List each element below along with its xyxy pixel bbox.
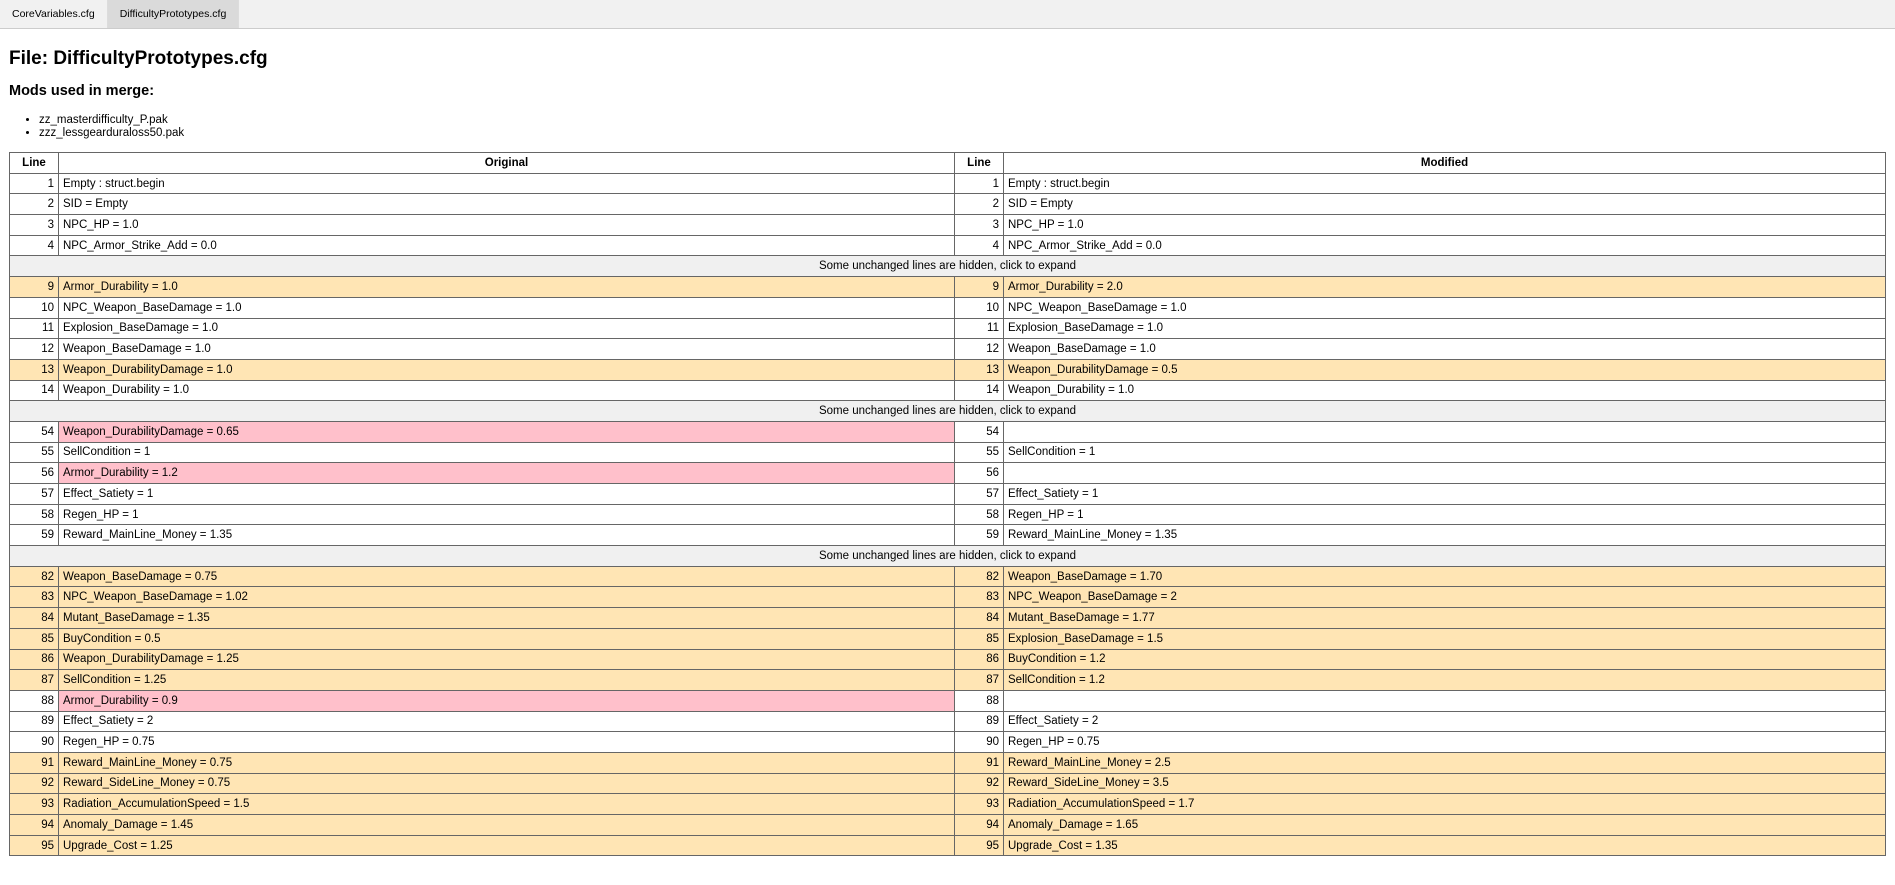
header-original: Original bbox=[59, 153, 955, 174]
original-line-number: 86 bbox=[10, 649, 59, 670]
original-code: SID = Empty bbox=[59, 194, 955, 215]
expand-hidden-lines[interactable]: Some unchanged lines are hidden, click to expand bbox=[10, 256, 1886, 277]
diff-body bbox=[10, 173, 1886, 856]
main-content bbox=[0, 48, 1895, 856]
diff-row bbox=[10, 318, 1886, 339]
diff-header-row bbox=[10, 153, 1886, 174]
modified-code: Regen_HP = 1 bbox=[1004, 504, 1886, 525]
original-code: Armor_Durability = 0.9 bbox=[59, 690, 955, 711]
diff-row bbox=[10, 566, 1886, 587]
modified-code: Anomaly_Damage = 1.65 bbox=[1004, 815, 1886, 836]
mods-list bbox=[9, 114, 1885, 140]
modified-code: BuyCondition = 1.2 bbox=[1004, 649, 1886, 670]
modified-code: SID = Empty bbox=[1004, 194, 1886, 215]
modified-line-number: 10 bbox=[955, 297, 1004, 318]
mods-heading: Mods used in merge: bbox=[9, 83, 155, 99]
modified-line-number: 82 bbox=[955, 566, 1004, 587]
original-line-number: 93 bbox=[10, 794, 59, 815]
original-line-number: 85 bbox=[10, 628, 59, 649]
original-code: Weapon_Durability = 1.0 bbox=[59, 380, 955, 401]
original-code: Reward_SideLine_Money = 0.75 bbox=[59, 773, 955, 794]
original-code: Armor_Durability = 1.0 bbox=[59, 277, 955, 298]
diff-row bbox=[10, 277, 1886, 298]
original-code: BuyCondition = 0.5 bbox=[59, 628, 955, 649]
modified-line-number: 59 bbox=[955, 525, 1004, 546]
modified-code: Weapon_Durability = 1.0 bbox=[1004, 380, 1886, 401]
page-title: File: DifficultyPrototypes.cfg bbox=[9, 48, 268, 69]
modified-code: Radiation_AccumulationSpeed = 1.7 bbox=[1004, 794, 1886, 815]
modified-line-number: 92 bbox=[955, 773, 1004, 794]
diff-row bbox=[10, 215, 1886, 236]
modified-line-number: 90 bbox=[955, 732, 1004, 753]
modified-line-number: 56 bbox=[955, 463, 1004, 484]
original-code: Effect_Satiety = 2 bbox=[59, 711, 955, 732]
original-line-number: 3 bbox=[10, 215, 59, 236]
original-code: Regen_HP = 1 bbox=[59, 504, 955, 525]
original-code: Reward_MainLine_Money = 0.75 bbox=[59, 752, 955, 773]
diff-table bbox=[9, 152, 1886, 856]
modified-line-number: 1 bbox=[955, 173, 1004, 194]
original-code: Upgrade_Cost = 1.25 bbox=[59, 835, 955, 856]
modified-line-number: 93 bbox=[955, 794, 1004, 815]
modified-code bbox=[1004, 463, 1886, 484]
modified-code: SellCondition = 1.2 bbox=[1004, 670, 1886, 691]
diff-row bbox=[10, 794, 1886, 815]
original-line-number: 88 bbox=[10, 690, 59, 711]
tab-difficultyprototypes[interactable]: DifficultyPrototypes.cfg bbox=[108, 0, 240, 28]
original-line-number: 11 bbox=[10, 318, 59, 339]
modified-code bbox=[1004, 421, 1886, 442]
modified-code: NPC_Armor_Strike_Add = 0.0 bbox=[1004, 235, 1886, 256]
original-line-number: 2 bbox=[10, 194, 59, 215]
diff-row bbox=[10, 442, 1886, 463]
modified-code: Regen_HP = 0.75 bbox=[1004, 732, 1886, 753]
expand-hidden-lines[interactable]: Some unchanged lines are hidden, click to expand bbox=[10, 401, 1886, 422]
diff-row bbox=[10, 649, 1886, 670]
original-code: NPC_Weapon_BaseDamage = 1.0 bbox=[59, 297, 955, 318]
modified-line-number: 13 bbox=[955, 359, 1004, 380]
modified-code: Effect_Satiety = 1 bbox=[1004, 484, 1886, 505]
diff-row bbox=[10, 194, 1886, 215]
diff-row bbox=[10, 463, 1886, 484]
diff-row bbox=[10, 773, 1886, 794]
hidden-lines-row[interactable] bbox=[10, 256, 1886, 277]
original-code: Explosion_BaseDamage = 1.0 bbox=[59, 318, 955, 339]
tab-corevariables[interactable]: CoreVariables.cfg bbox=[0, 0, 108, 28]
original-line-number: 13 bbox=[10, 359, 59, 380]
diff-row bbox=[10, 670, 1886, 691]
original-line-number: 57 bbox=[10, 484, 59, 505]
modified-line-number: 57 bbox=[955, 484, 1004, 505]
modified-line-number: 95 bbox=[955, 835, 1004, 856]
original-line-number: 95 bbox=[10, 835, 59, 856]
mod-item: • zz_masterdifficulty_P.pak bbox=[39, 114, 1885, 127]
original-code: Weapon_DurabilityDamage = 0.65 bbox=[59, 421, 955, 442]
modified-code: Explosion_BaseDamage = 1.0 bbox=[1004, 318, 1886, 339]
modified-line-number: 2 bbox=[955, 194, 1004, 215]
modified-code: Upgrade_Cost = 1.35 bbox=[1004, 835, 1886, 856]
original-code: Anomaly_Damage = 1.45 bbox=[59, 815, 955, 836]
original-line-number: 9 bbox=[10, 277, 59, 298]
original-line-number: 94 bbox=[10, 815, 59, 836]
original-line-number: 91 bbox=[10, 752, 59, 773]
diff-row bbox=[10, 297, 1886, 318]
modified-line-number: 4 bbox=[955, 235, 1004, 256]
original-code: NPC_Weapon_BaseDamage = 1.02 bbox=[59, 587, 955, 608]
diff-row bbox=[10, 711, 1886, 732]
diff-row bbox=[10, 173, 1886, 194]
original-line-number: 84 bbox=[10, 608, 59, 629]
mod-item: • zzz_lessgearduraloss50.pak bbox=[39, 127, 1885, 140]
original-code: Weapon_BaseDamage = 1.0 bbox=[59, 339, 955, 360]
original-line-number: 82 bbox=[10, 566, 59, 587]
diff-row bbox=[10, 504, 1886, 525]
original-code: Armor_Durability = 1.2 bbox=[59, 463, 955, 484]
diff-row bbox=[10, 628, 1886, 649]
original-line-number: 92 bbox=[10, 773, 59, 794]
original-line-number: 87 bbox=[10, 670, 59, 691]
original-code: Effect_Satiety = 1 bbox=[59, 484, 955, 505]
header-modified: Modified bbox=[1004, 153, 1886, 174]
original-line-number: 12 bbox=[10, 339, 59, 360]
diff-row bbox=[10, 752, 1886, 773]
hidden-lines-row[interactable] bbox=[10, 546, 1886, 567]
modified-line-number: 58 bbox=[955, 504, 1004, 525]
original-code: NPC_Armor_Strike_Add = 0.0 bbox=[59, 235, 955, 256]
original-line-number: 4 bbox=[10, 235, 59, 256]
modified-line-number: 87 bbox=[955, 670, 1004, 691]
original-code: Radiation_AccumulationSpeed = 1.5 bbox=[59, 794, 955, 815]
modified-line-number: 14 bbox=[955, 380, 1004, 401]
original-code: SellCondition = 1.25 bbox=[59, 670, 955, 691]
modified-code: Reward_SideLine_Money = 3.5 bbox=[1004, 773, 1886, 794]
diff-row bbox=[10, 339, 1886, 360]
modified-line-number: 54 bbox=[955, 421, 1004, 442]
diff-row bbox=[10, 815, 1886, 836]
modified-code: Effect_Satiety = 2 bbox=[1004, 711, 1886, 732]
modified-code: Empty : struct.begin bbox=[1004, 173, 1886, 194]
diff-row bbox=[10, 421, 1886, 442]
original-line-number: 54 bbox=[10, 421, 59, 442]
modified-line-number: 94 bbox=[955, 815, 1004, 836]
modified-code: Weapon_DurabilityDamage = 0.5 bbox=[1004, 359, 1886, 380]
original-line-number: 90 bbox=[10, 732, 59, 753]
original-line-number: 56 bbox=[10, 463, 59, 484]
original-code: Regen_HP = 0.75 bbox=[59, 732, 955, 753]
modified-line-number: 12 bbox=[955, 339, 1004, 360]
original-line-number: 10 bbox=[10, 297, 59, 318]
diff-row bbox=[10, 690, 1886, 711]
modified-code: Armor_Durability = 2.0 bbox=[1004, 277, 1886, 298]
modified-line-number: 83 bbox=[955, 587, 1004, 608]
original-code: Weapon_BaseDamage = 0.75 bbox=[59, 566, 955, 587]
original-line-number: 1 bbox=[10, 173, 59, 194]
diff-row bbox=[10, 484, 1886, 505]
diff-row bbox=[10, 235, 1886, 256]
diff-row bbox=[10, 608, 1886, 629]
original-line-number: 83 bbox=[10, 587, 59, 608]
original-code: SellCondition = 1 bbox=[59, 442, 955, 463]
modified-line-number: 85 bbox=[955, 628, 1004, 649]
original-code: Reward_MainLine_Money = 1.35 bbox=[59, 525, 955, 546]
modified-line-number: 88 bbox=[955, 690, 1004, 711]
modified-code bbox=[1004, 690, 1886, 711]
modified-code: NPC_HP = 1.0 bbox=[1004, 215, 1886, 236]
header-line-original: Line bbox=[10, 153, 59, 174]
original-line-number: 58 bbox=[10, 504, 59, 525]
expand-hidden-lines[interactable]: Some unchanged lines are hidden, click to expand bbox=[10, 546, 1886, 567]
original-code: Empty : struct.begin bbox=[59, 173, 955, 194]
modified-line-number: 84 bbox=[955, 608, 1004, 629]
diff-row bbox=[10, 380, 1886, 401]
modified-line-number: 11 bbox=[955, 318, 1004, 339]
diff-row bbox=[10, 835, 1886, 856]
modified-code: Reward_MainLine_Money = 2.5 bbox=[1004, 752, 1886, 773]
original-code: Mutant_BaseDamage = 1.35 bbox=[59, 608, 955, 629]
hidden-lines-row[interactable] bbox=[10, 401, 1886, 422]
modified-code: NPC_Weapon_BaseDamage = 2 bbox=[1004, 587, 1886, 608]
modified-line-number: 86 bbox=[955, 649, 1004, 670]
original-line-number: 55 bbox=[10, 442, 59, 463]
modified-line-number: 3 bbox=[955, 215, 1004, 236]
diff-row bbox=[10, 525, 1886, 546]
original-code: Weapon_DurabilityDamage = 1.25 bbox=[59, 649, 955, 670]
original-code: NPC_HP = 1.0 bbox=[59, 215, 955, 236]
header-line-modified: Line bbox=[955, 153, 1004, 174]
diff-row bbox=[10, 732, 1886, 753]
original-line-number: 14 bbox=[10, 380, 59, 401]
modified-line-number: 55 bbox=[955, 442, 1004, 463]
modified-code: Mutant_BaseDamage = 1.77 bbox=[1004, 608, 1886, 629]
original-line-number: 59 bbox=[10, 525, 59, 546]
modified-code: SellCondition = 1 bbox=[1004, 442, 1886, 463]
modified-line-number: 9 bbox=[955, 277, 1004, 298]
modified-line-number: 89 bbox=[955, 711, 1004, 732]
diff-row bbox=[10, 587, 1886, 608]
modified-code: Reward_MainLine_Money = 1.35 bbox=[1004, 525, 1886, 546]
diff-row bbox=[10, 359, 1886, 380]
tab-bar bbox=[0, 0, 1895, 29]
original-line-number: 89 bbox=[10, 711, 59, 732]
modified-code: Explosion_BaseDamage = 1.5 bbox=[1004, 628, 1886, 649]
modified-code: Weapon_BaseDamage = 1.70 bbox=[1004, 566, 1886, 587]
modified-code: Weapon_BaseDamage = 1.0 bbox=[1004, 339, 1886, 360]
modified-code: NPC_Weapon_BaseDamage = 1.0 bbox=[1004, 297, 1886, 318]
original-code: Weapon_DurabilityDamage = 1.0 bbox=[59, 359, 955, 380]
modified-line-number: 91 bbox=[955, 752, 1004, 773]
